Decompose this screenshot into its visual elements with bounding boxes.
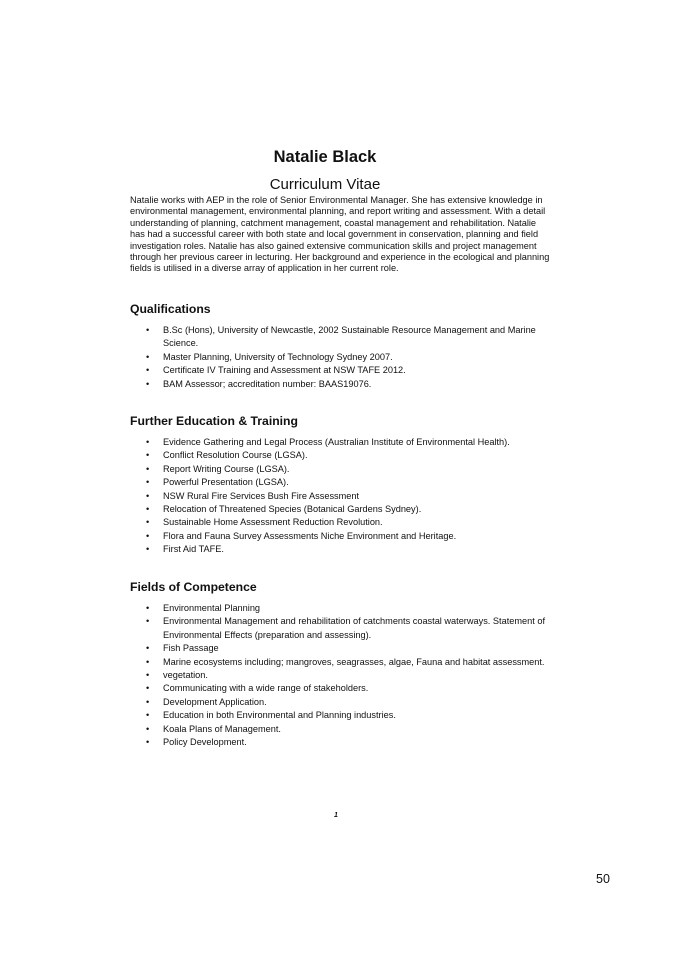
list-item: • Development Application. xyxy=(146,696,556,709)
competence-heading: Fields of Competence xyxy=(130,580,257,594)
competence-list xyxy=(146,602,556,749)
page-number: 50 xyxy=(596,872,610,886)
list-item: • Evidence Gathering and Legal Process (Australian Institute of Environmental Health). xyxy=(146,436,556,449)
list-item: • B.Sc (Hons), University of Newcastle, 2002 Sustainable Resource Management and Marine Science. xyxy=(146,324,556,351)
cv-name: Natalie Black xyxy=(273,148,377,166)
qualifications-heading: Qualifications xyxy=(130,302,211,316)
list-item: • BAM Assessor; accreditation number: BAAS19076. xyxy=(146,378,556,391)
list-item: • Report Writing Course (LGSA). xyxy=(146,463,556,476)
cv-summary: Natalie works with AEP in the role of Senior Environmental Manager. She has extensive knowledge in environmental management, environmental planning, and report writing and assessment. With a detail understanding of planning, catchment management, coastal management and rehabilitation. Natalie has had a successful career with both state and local government in conservation, planning and field investigation roles. Natalie has also gained extensive communication skills and project management through her previous career in lecturing. Her background and experience in the ecological and planning fields is utilised in a diverse array of application in her current role. xyxy=(130,195,550,274)
list-item: • Relocation of Threatened Species (Botanical Gardens Sydney). xyxy=(146,503,556,516)
list-item: • First Aid TAFE. xyxy=(146,543,556,556)
list-item: • Master Planning, University of Technology Sydney 2007. xyxy=(146,351,556,364)
list-item: • Marine ecosystems including; mangroves, seagrasses, algae, Fauna and habitat assessment. xyxy=(146,656,556,669)
list-item: • Certificate IV Training and Assessment at NSW TAFE 2012. xyxy=(146,364,556,377)
list-item: • Environmental Management and rehabilitation of catchments coastal waterways. Statement of Environmental Effects (preparation and assessing). xyxy=(146,615,556,642)
list-item: • NSW Rural Fire Services Bush Fire Assessment xyxy=(146,490,556,503)
footnote-number: 1 xyxy=(334,812,338,819)
training-heading: Further Education & Training xyxy=(130,414,298,428)
training-list xyxy=(146,436,556,557)
list-item: • Sustainable Home Assessment Reduction Revolution. xyxy=(146,516,556,529)
list-item: • Powerful Presentation (LGSA). xyxy=(146,476,556,489)
qualifications-list xyxy=(146,324,556,391)
list-item: • Policy Development. xyxy=(146,736,556,749)
list-item: • Communicating with a wide range of stakeholders. xyxy=(146,682,556,695)
cv-subtitle: Curriculum Vitae xyxy=(269,176,381,193)
list-item: • vegetation. xyxy=(146,669,556,682)
list-item: • Koala Plans of Management. xyxy=(146,723,556,736)
list-item: • Environmental Planning xyxy=(146,602,556,615)
list-item: • Education in both Environmental and Planning industries. xyxy=(146,709,556,722)
list-item: • Flora and Fauna Survey Assessments Niche Environment and Heritage. xyxy=(146,530,556,543)
list-item: • Conflict Resolution Course (LGSA). xyxy=(146,449,556,462)
list-item: • Fish Passage xyxy=(146,642,556,655)
